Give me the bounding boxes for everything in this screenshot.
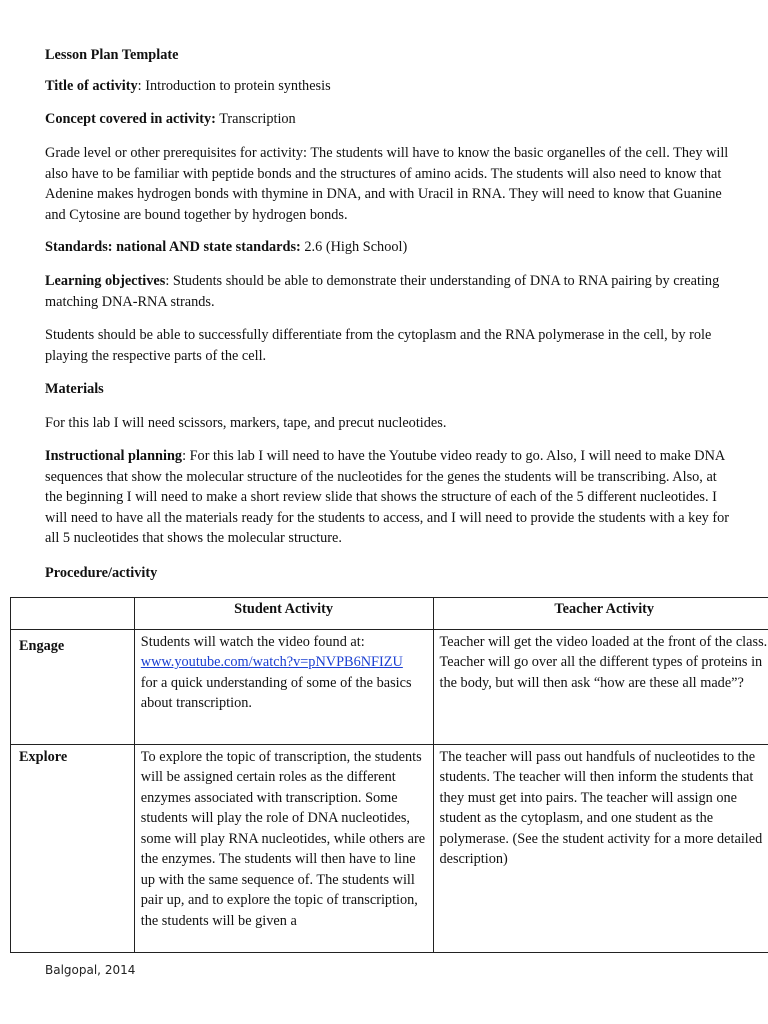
learning-objectives	[45, 271, 733, 312]
objectives-value: : Students should be able to demonstrate their understanding of DNA to RNA pairing by creating matching DNA-RNA strands.	[45, 273, 720, 310]
header-teacher-activity: Teacher Activity	[433, 598, 768, 630]
engage-student-pre: Students will watch the video found at:	[140, 633, 365, 650]
grade-prerequisites: Grade level or other prerequisites for activity: The students will have to know the basic organelles of the cell. They will also have to be familiar with peptide bonds and the structures of amino acids. The students will also need to know that Adenine makes hydrogen bonds with thymine in DNA, and with Uracil in RNA. They will need to know that Guanine and Cytosine are bound together by hydrogen bonds.	[45, 145, 729, 223]
title-of-activity	[45, 76, 733, 97]
objectives-second: Students should be able to successfully differentiate from the cytoplasm and the RNA polymerase in the cell, by role playing the respective parts of the cell.	[45, 327, 712, 364]
planning-value: : For this lab I will need to have the Youtube video ready to go. Also, I will need to make DNA sequences that show the molecular structure of the nucleotides for the genes the students will be transcribing. Also, at the beginning I will need to make a short review slide that shows the structure of each of the 5 different nucleotides. I will need to have all the materials ready for the students to access, and I will need to provide the students with a key for all 5 nucleotides that shows the molecular structure.	[45, 448, 730, 546]
explore-teacher-cell: The teacher will pass out handfuls of nucleotides to the students. The teacher will then inform the students that they must get into pairs. The teacher will assign one student as the cytoplasm, and one student as the polymerase. (See the student activity for a more detailed description)	[433, 744, 768, 952]
concept-covered	[45, 109, 733, 130]
standards	[45, 237, 733, 258]
table-row-engage	[11, 629, 768, 744]
objectives-label: Learning objectives	[45, 273, 166, 289]
document-heading: Lesson Plan Template	[45, 47, 179, 63]
header-student-activity: Student Activity	[134, 598, 433, 630]
standards-label: Standards: national AND state standards:	[45, 239, 301, 255]
planning-label: Instructional planning	[45, 448, 183, 464]
row-label-explore: Explore	[11, 744, 135, 952]
materials-heading: Materials	[45, 381, 104, 397]
header-empty	[11, 598, 135, 630]
engage-student-post: for a quick understanding of some of the basics about transcription.	[140, 674, 412, 711]
standards-value: 2.6 (High School)	[300, 239, 408, 255]
procedure-heading: Procedure/activity	[45, 565, 158, 581]
engage-teacher-cell: Teacher will get the video loaded at the front of the class. Teacher will go over all the different types of proteins in the body, but will then ask “how are these all made”?	[433, 629, 768, 744]
materials-text: For this lab I will need scissors, markers, tape, and precut nucleotides.	[45, 415, 447, 431]
title-label: Title of activity	[45, 78, 138, 94]
concept-value: Transcription	[215, 111, 296, 127]
concept-label: Concept covered in activity:	[45, 111, 216, 127]
instructional-planning	[45, 446, 733, 549]
procedure-table	[10, 597, 768, 953]
row-label-engage: Engage	[11, 629, 135, 744]
explore-student-cell: To explore the topic of transcription, the students will be assigned certain roles as the different enzymes associated with transcription. Some students will play the role of DNA nucleotides, some will play RNA nucleotides, while others are the enzymes. The students will then have to line up with the same sequence of. The students will pair up, and to explore the topic of transcription, the students will be given a	[134, 744, 433, 952]
table-row-explore	[11, 744, 768, 952]
youtube-video-link[interactable]: www.youtube.com/watch?v=pNVPB6NFIZU	[140, 654, 403, 670]
title-value: : Introduction to protein synthesis	[137, 78, 331, 94]
engage-student-cell	[134, 629, 433, 744]
footer-citation: Balgopal, 2014	[45, 963, 136, 977]
table-header-row	[11, 598, 768, 630]
